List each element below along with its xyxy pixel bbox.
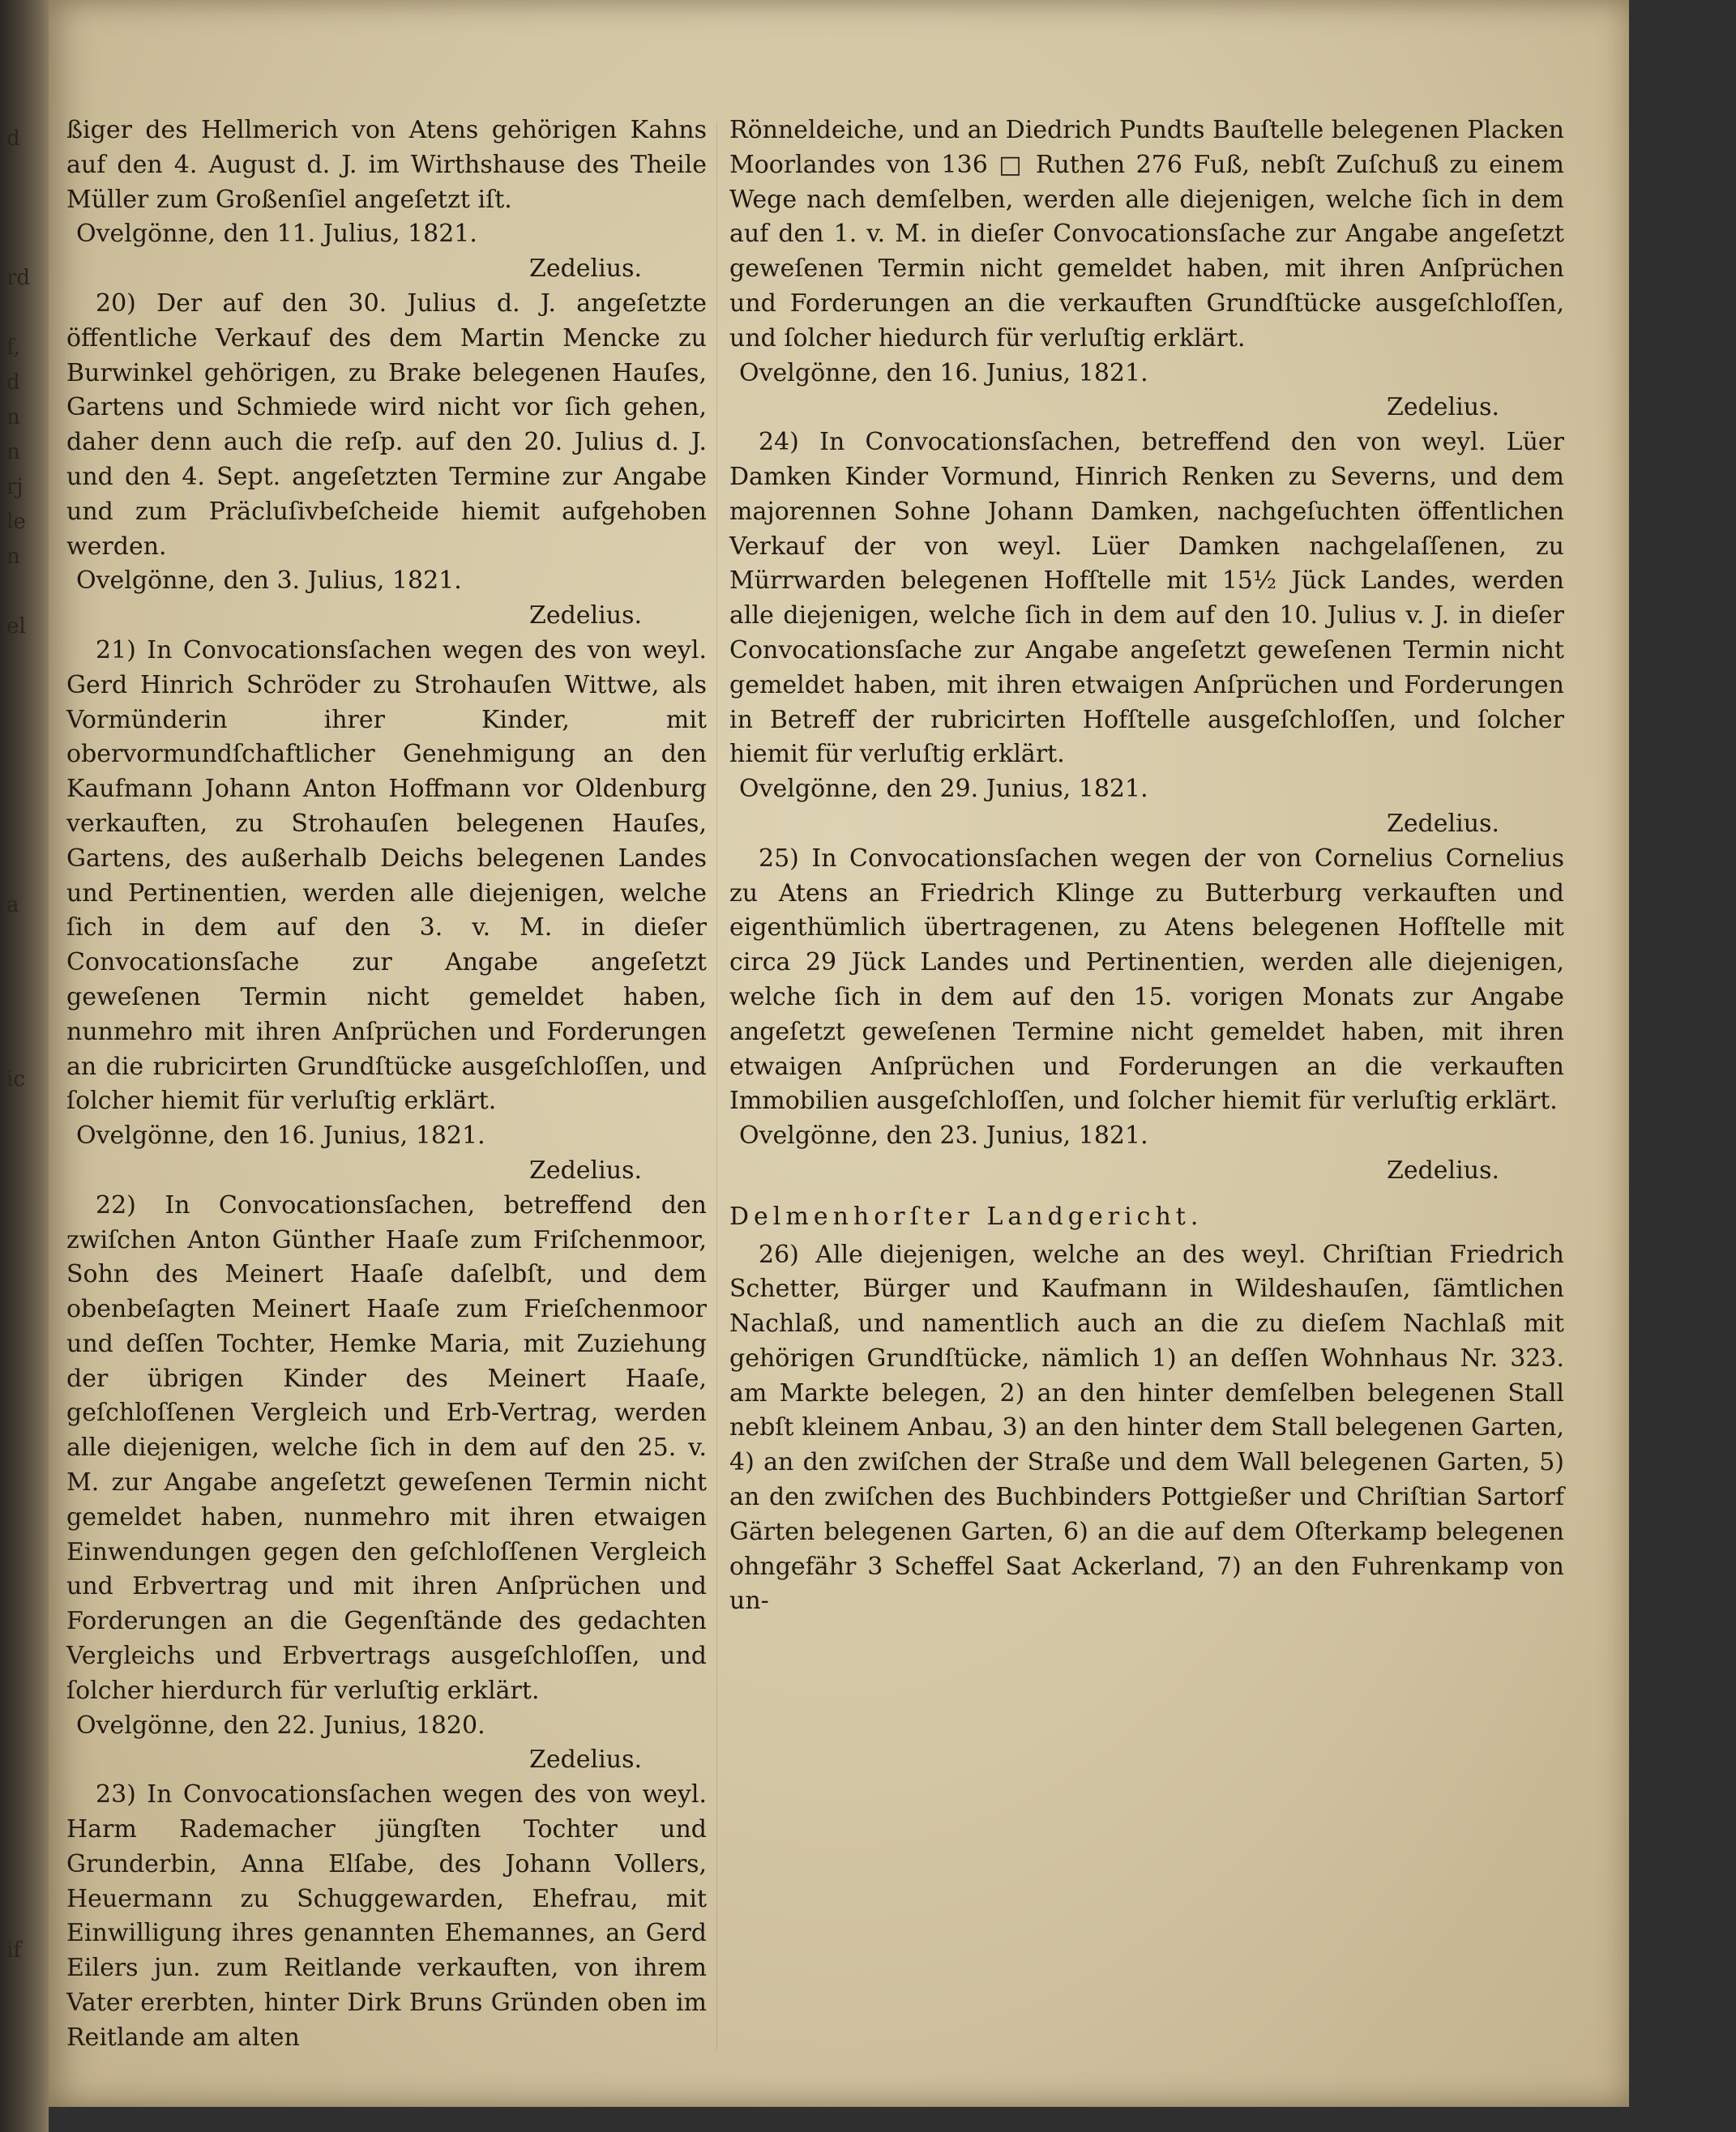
signature: Zedelius. (1387, 1156, 1499, 1185)
facing-page-fragment: rj (6, 475, 24, 499)
signature: Zedelius. (529, 254, 642, 284)
facing-page-fragment (6, 1132, 49, 1167)
facing-page-fragment (6, 818, 49, 853)
facing-page-fragment: f, (6, 335, 20, 360)
facing-page-fragment (6, 1167, 49, 1202)
place-date: Ovelgönne, den 23. Junius, 1821. (739, 1122, 1148, 1151)
place-date: Ovelgönne, den 11. Julius, 1821. (76, 220, 477, 249)
facing-page-fragment (6, 1271, 49, 1306)
facing-page-fragment: rd (6, 266, 31, 290)
facing-page-fragments (6, 122, 49, 2083)
facing-page-fragment (6, 1515, 49, 1550)
notice-23-continuation: Rönneldeiche, und an Diedrich Pundts Bauſtelle belegenen Placken Moorlandes von 136 □ Ruthen 276 Fuß, nebſt Zuſchuß zu einem Wege nach demſelben, werden alle diejenigen, welche ſich in dem auf den 1. v. M. in dieſer Convocationsſache zur Angabe angeſetzt geweſenen Termin nicht gemeldet haben, mit ihren Anſprüchen und Forderungen an die verkauften Grundſtücke ausgeſchloſſen, und ſolcher hiedurch für verluſtig erklärt. (729, 116, 1564, 352)
notice-21: 21) In Convocationsſachen wegen des von weyl. Gerd Hinrich Schröder zu Strohauſen Wittwe, als Vormünderin ihrer Kinder, mit obervormundſchaftlicher Genehmigung an den Kaufmann Johann Anton Hoffmann vor Oldenburg verkauften, zu Strohauſen belegenen Hauſes, Gartens, des außerhalb Deichs belegenen Landes und Pertinentien, werden alle diejenigen, welche ſich in dem auf den 3. v. M. in dieſer Convocationsſache zur Angabe angeſetzt geweſenen Termin nicht gemeldet haben, nunmehro mit ihren Anſprüchen und Forderungen an die rubricirten Grundſtücke ausgeſchloſſen, und ſolcher hiemit für verluſtig erklärt. (66, 635, 707, 1116)
facing-page-fragment (6, 1306, 49, 1341)
facing-page-fragment (6, 1097, 49, 1132)
notice-20: 20) Der auf den 30. Julius d. J. angeſetzte öffentliche Verkauf des dem Martin Mencke zu Burwinkel gehörigen, zu Brake belegenen Hauſes, Gartens und Schmiede wird nicht vor ſich gehen, daher denn auch die reſp. auf den 20. Julius d. J. und den 4. Sept. angeſetzten Termine zur Angabe und zum Präcluſivbeſcheide hiemit aufgehoben werden. (66, 288, 707, 561)
facing-page-fragment (6, 853, 49, 888)
facing-page-fragment (6, 2038, 49, 2073)
facing-page-fragment (6, 923, 49, 958)
scan-background-bottom (49, 2107, 1629, 2132)
facing-page-fragment (6, 1446, 49, 1480)
facing-page-fragment (6, 714, 49, 749)
signature: Zedelius. (529, 601, 642, 630)
facing-page-fragment (6, 1480, 49, 1515)
facing-page-fragment (6, 1028, 49, 1062)
facing-page-fragment (6, 993, 49, 1028)
left-column (66, 113, 707, 2056)
notice-25: 25) In Convocationsſachen wegen der von Cornelius Cornelius zu Atens an Friedrich Klinge zu Butterburg verkauften und eigenthümlich übertragenen, zu Atens belegenen Hofſtelle mit circa 29 Jück Landes und Pertinentien, werden alle diejenigen, welche ſich in dem auf den 15. vorigen Monats zur Angabe angeſetzt geweſenen Termine nicht gemeldet haben, mit ihren etwaigen Anſprüchen und Forderungen an die verkauften Immobilien ausgeſchloſſen, und ſolcher hiemit für verluſtig erklärt. (729, 844, 1564, 1116)
notice-19-continuation: ßiger des Hellmerich von Atens gehörigen Kahns auf den 4. August d. J. im Wirthshause des Theile Müller zum Großenſiel angeſetzt iſt. (66, 116, 707, 214)
facing-page-fragment: le (6, 510, 26, 534)
facing-page-fragment (6, 1829, 49, 1864)
notice-24: 24) In Convocationsſachen, betreffend den von weyl. Lüer Damken Kinder Vormund, Hinrich Renken zu Severns, und dem majorennen Sohne Johann Damken, nachgeſuchten öffentlichen Verkauf der von weyl. Lüer Damken nachgelaſſenen, zu Mürrwarden belegenen Hofſtelle mit 15½ Jück Landes, werden alle diejenigen, welche ſich in dem auf den 10. Julius v. J. in dieſer Convocationsſache zur Angabe angeſetzt geweſenen Termin nicht gemeldet haben, mit ihren etwaigen Anſprüchen und Forderungen in Betreff der rubricirten Hofſtelle ausgeſchloſſen, und ſolcher hiemit für verluſtig erklärt. (729, 428, 1564, 769)
facing-page-fragment: n (6, 440, 20, 464)
place-date: Ovelgönne, den 3. Julius, 1821. (76, 566, 462, 596)
facing-page-fragment: a (6, 893, 19, 917)
signature: Zedelius. (1387, 809, 1499, 838)
facing-page-fragment (6, 191, 49, 226)
place-date: Ovelgönne, den 22. Junius, 1820. (76, 1711, 485, 1740)
facing-page-fragment: n (6, 405, 20, 429)
scan-background (1629, 0, 1736, 2132)
notice-26: 26) Alle diejenigen, welche an des weyl. Chriſtian Friedrich Schetter, Bürger und Kaufmann in Wildeshauſen, ſämtlichen Nachlaß, und namentlich auch an die zu dieſem Nachlaß mit gehörigen Grundſtücke, nämlich 1) an deſſen Wohnhaus Nr. 323. am Markte belegen, 2) an den hinter demſelben belegenen Stall nebſt kleinem Anbau, 3) an den hinter dem Stall belegenen Garten, 4) an den zwiſchen der Straße und dem Wall belegenen Garten, 5) an den zwiſchen des Buchbinders Pottgießer und Chriſtian Sartorf Gärten belegenen Garten, 6) an die auf dem Oſterkamp belegenen ohngefähr 3 Scheffel Saat Ackerland, 7) an den Fuhrenkamp von un- (729, 1240, 1564, 1616)
facing-page-fragment (6, 1864, 49, 1899)
facing-page-fragment: if (6, 1938, 21, 1963)
facing-page-fragment (6, 575, 49, 609)
facing-page-fragment: d (6, 126, 20, 151)
facing-page-fragment (6, 1202, 49, 1237)
facing-page-fragment (6, 679, 49, 714)
facing-page-fragment: d (6, 370, 20, 395)
facing-page-fragment (6, 1341, 49, 1376)
signature: Zedelius. (529, 1745, 642, 1775)
facing-page-fragment (6, 1899, 49, 1933)
place-date: Ovelgönne, den 29. Junius, 1821. (739, 775, 1148, 804)
facing-page-fragment (6, 226, 49, 261)
place-date: Ovelgönne, den 16. Junius, 1821. (739, 358, 1148, 387)
facing-page-fragment (6, 2073, 49, 2083)
facing-page-fragment (6, 1620, 49, 1655)
facing-page-fragment (6, 1759, 49, 1794)
facing-page-fragment (6, 1237, 49, 1271)
place-date: Ovelgönne, den 16. Junius, 1821. (76, 1122, 485, 1151)
column-divider (716, 122, 717, 2050)
facing-page-fragment (6, 2003, 49, 2038)
facing-page-fragment (6, 1794, 49, 1829)
signature: Zedelius. (529, 1156, 642, 1185)
facing-page-fragment (6, 296, 49, 331)
facing-page-fragment: el (6, 614, 26, 639)
facing-page-fragment (6, 1550, 49, 1585)
right-column (729, 113, 1564, 1619)
facing-page-fragment (6, 1724, 49, 1759)
facing-page-fragment (6, 784, 49, 818)
facing-page-fragment (6, 156, 49, 191)
facing-page-fragment (6, 1968, 49, 2003)
notice-23: 23) In Convocationsſachen wegen des von weyl. Harm Rademacher jüngſten Tochter und Grunderbin, Anna Elſabe, des Johann Vollers, Heuermann zu Schuggewarden, Ehefrau, mit Einwilligung ihres genannten Ehemannes, an Gerd Eilers jun. zum Reitlande verkauften, von ihrem Vater ererbten, hinter Dirk Bruns Gründen oben im Reitlande am alten (66, 1780, 707, 2052)
facing-page-fragment (6, 644, 49, 679)
facing-page-fragment (6, 749, 49, 784)
section-heading: Delmenhorſter Landgericht. (729, 1202, 1204, 1231)
facing-page-fragment (6, 1585, 49, 1620)
facing-page-fragment (6, 958, 49, 993)
facing-page-fragment (6, 1376, 49, 1411)
facing-page-fragment (6, 1655, 49, 1690)
notice-22: 22) In Convocationsſachen, betreffend den zwiſchen Anton Günther Haaſe zum Friſchenmoor, Sohn des Meinert Haaſe daſelbſt, und dem obenbeſagten Meinert Haaſe zum Frieſchenmoor und deſſen Tochter, Hemke Maria, mit Zuziehung der übrigen Kinder des Meinert Haaſe, geſchloſſenen Vergleich und Erb-Vertrag, werden alle diejenigen, welche ſich in dem auf den 25. v. M. zur Angabe angeſetzt geweſenen Termin nicht gemeldet haben, nunmehro mit ihren etwaigen Einwendungen gegen den geſchloſſenen Vergleich und Erbvertrag und mit ihren Anſprüchen und Forderungen an die Gegenſtände des gedachten Vergleichs und Erbvertrags ausgeſchloſſen, und ſolcher hierdurch für verluſtig erklärt. (66, 1190, 707, 1705)
facing-page-fragment (6, 1690, 49, 1724)
facing-page-fragment: n (6, 545, 20, 569)
facing-page-fragment: ic (6, 1067, 25, 1092)
signature: Zedelius. (1387, 393, 1499, 422)
facing-page-fragment (6, 1411, 49, 1446)
